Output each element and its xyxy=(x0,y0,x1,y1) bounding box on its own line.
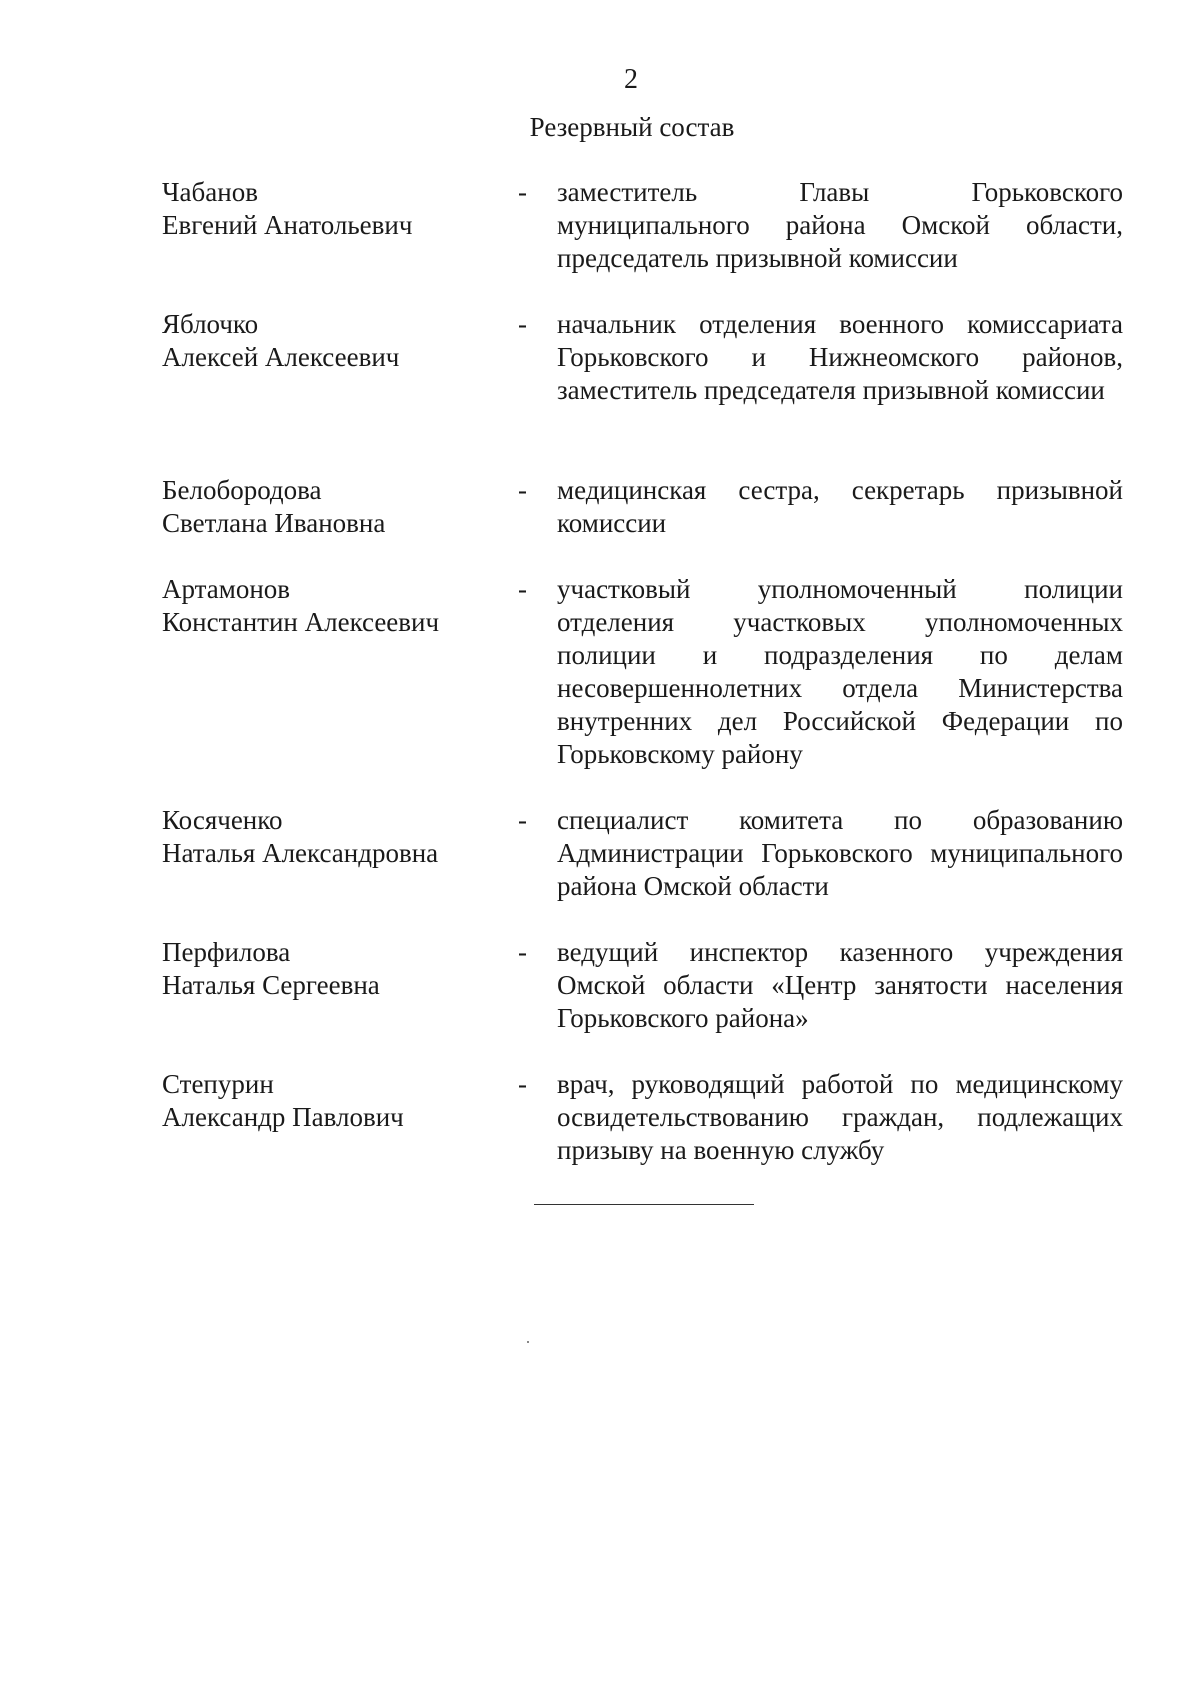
member-surname: Белобородова xyxy=(162,475,322,505)
member-dash: - xyxy=(518,574,527,604)
member-surname: Яблочко xyxy=(162,309,259,339)
member-surname: Артамонов xyxy=(162,574,291,604)
member-dash: - xyxy=(518,475,527,505)
document-title: Резервный состав xyxy=(529,112,735,142)
member-role: участковый уполномоченный полиции отделения участковых уполномоченных полиции и подразделения по делам несовершеннолетних отдела Министерства внутренних дел Российской Федерации по Горьковскому району xyxy=(557,574,1123,769)
member-name xyxy=(162,573,502,639)
member-role: заместитель Главы Горьковского муниципального района Омской области, председатель призывной комиссии xyxy=(557,177,1123,273)
member-surname: Косяченко xyxy=(162,805,283,835)
scan-speck xyxy=(527,1341,529,1343)
member-given-names: Алексей Алексеевич xyxy=(162,342,400,372)
member-name xyxy=(162,1068,502,1134)
member-surname: Степурин xyxy=(162,1069,274,1099)
member-given-names: Евгений Анатольевич xyxy=(162,210,413,240)
member-role: начальник отделения военного комиссариата Горьковского и Нижнеомского районов, заместитель председателя призывной комиссии xyxy=(557,309,1123,405)
member-role: врач, руководящий работой по медицинскому освидетельствованию граждан, подлежащих призыву на военную службу xyxy=(557,1069,1123,1165)
member-dash: - xyxy=(518,177,527,207)
member-role: ведущий инспектор казенного учреждения Омской области «Центр занятости населения Горьковского района» xyxy=(557,937,1123,1033)
member-dash: - xyxy=(518,937,527,967)
member-name xyxy=(162,308,502,374)
member-surname: Перфилова xyxy=(162,937,291,967)
member-name xyxy=(162,474,502,540)
member-role: специалист комитета по образованию Администрации Горьковского муниципального района Омской области xyxy=(557,805,1123,901)
member-dash: - xyxy=(518,1069,527,1099)
member-role: медицинская сестра, секретарь призывной комиссии xyxy=(557,475,1123,538)
member-name xyxy=(162,804,502,870)
member-name xyxy=(162,176,502,242)
member-given-names: Константин Алексеевич xyxy=(162,607,440,637)
member-given-names: Александр Павлович xyxy=(162,1102,404,1132)
member-dash: - xyxy=(518,805,527,835)
member-given-names: Наталья Александровна xyxy=(162,838,439,868)
closing-rule xyxy=(534,1204,754,1205)
member-dash: - xyxy=(518,309,527,339)
member-given-names: Светлана Ивановна xyxy=(162,508,386,538)
member-name xyxy=(162,936,502,1002)
page-number: 2 xyxy=(624,64,638,95)
member-surname: Чабанов xyxy=(162,177,258,207)
member-given-names: Наталья Сергеевна xyxy=(162,970,380,1000)
